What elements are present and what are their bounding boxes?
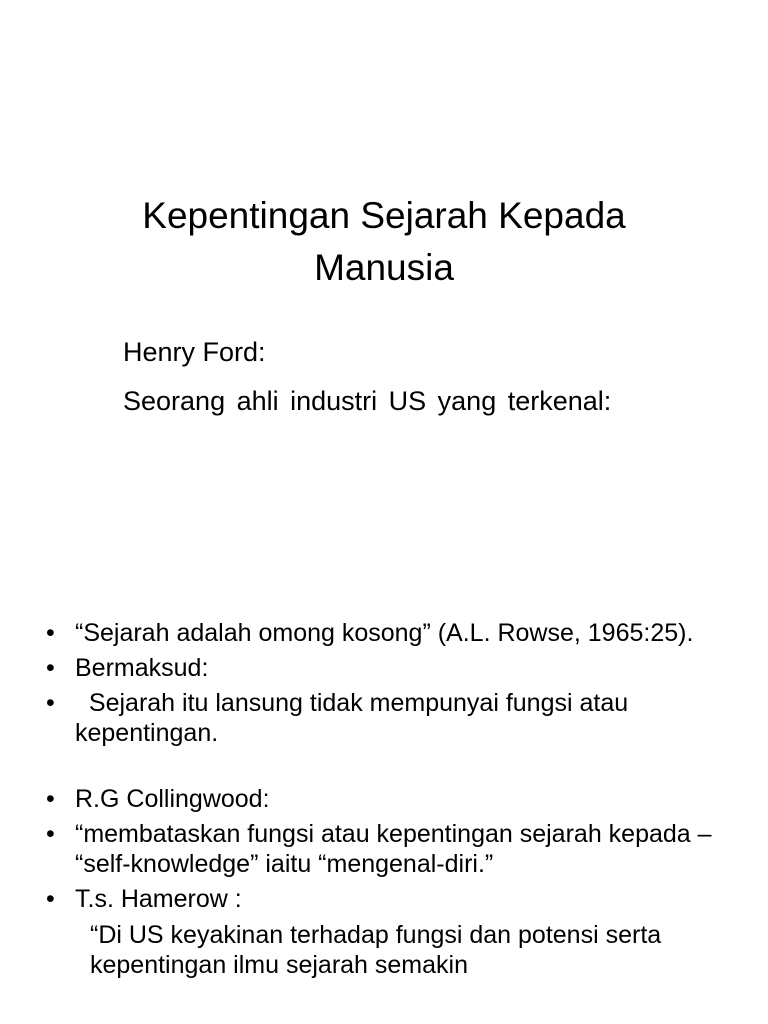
bullet-icon: • (46, 785, 55, 813)
bullet-item (40, 784, 740, 814)
bullet-icon: • (46, 619, 55, 647)
title-line-2: Manusia (314, 247, 454, 288)
title-line-1: Kepentingan Sejarah Kepada (142, 195, 626, 236)
bullet-icon: • (46, 689, 55, 717)
bullet-item (40, 653, 740, 683)
bullet-text: T.s. Hamerow : (75, 885, 242, 913)
bullet-item (40, 618, 740, 648)
trailing-text: “Di US keyakinan terhadap fungsi dan potensi serta kepentingan ilmu sejarah semakin (90, 921, 662, 979)
bullet-item (40, 884, 740, 914)
bullet-text: “Sejarah adalah omong kosong” (A.L. Rowse, 1965:25). (75, 619, 694, 647)
intro-block (123, 334, 643, 419)
intro-text: Seorang ahli industri US yang terkenal: (123, 386, 612, 416)
bullet-icon: • (46, 885, 55, 913)
bullet-list (40, 618, 740, 980)
slide-title (40, 190, 728, 294)
trailing-paragraph (40, 920, 740, 980)
bullet-icon: • (46, 820, 55, 848)
bullet-item (40, 819, 740, 879)
bullet-item (40, 688, 740, 748)
intro-heading: Henry Ford: (123, 337, 266, 367)
bullet-text: “membataskan fungsi atau kepentingan sejarah kepada – “self-knowledge” iaitu “mengenal-diri.” (75, 820, 712, 878)
bullet-text: Sejarah itu lansung tidak mempunyai fungsi atau kepentingan. (75, 689, 636, 747)
bullet-icon: • (46, 654, 55, 682)
bullet-text: R.G Collingwood: (75, 785, 270, 813)
bullet-text: Bermaksud: (75, 654, 209, 682)
